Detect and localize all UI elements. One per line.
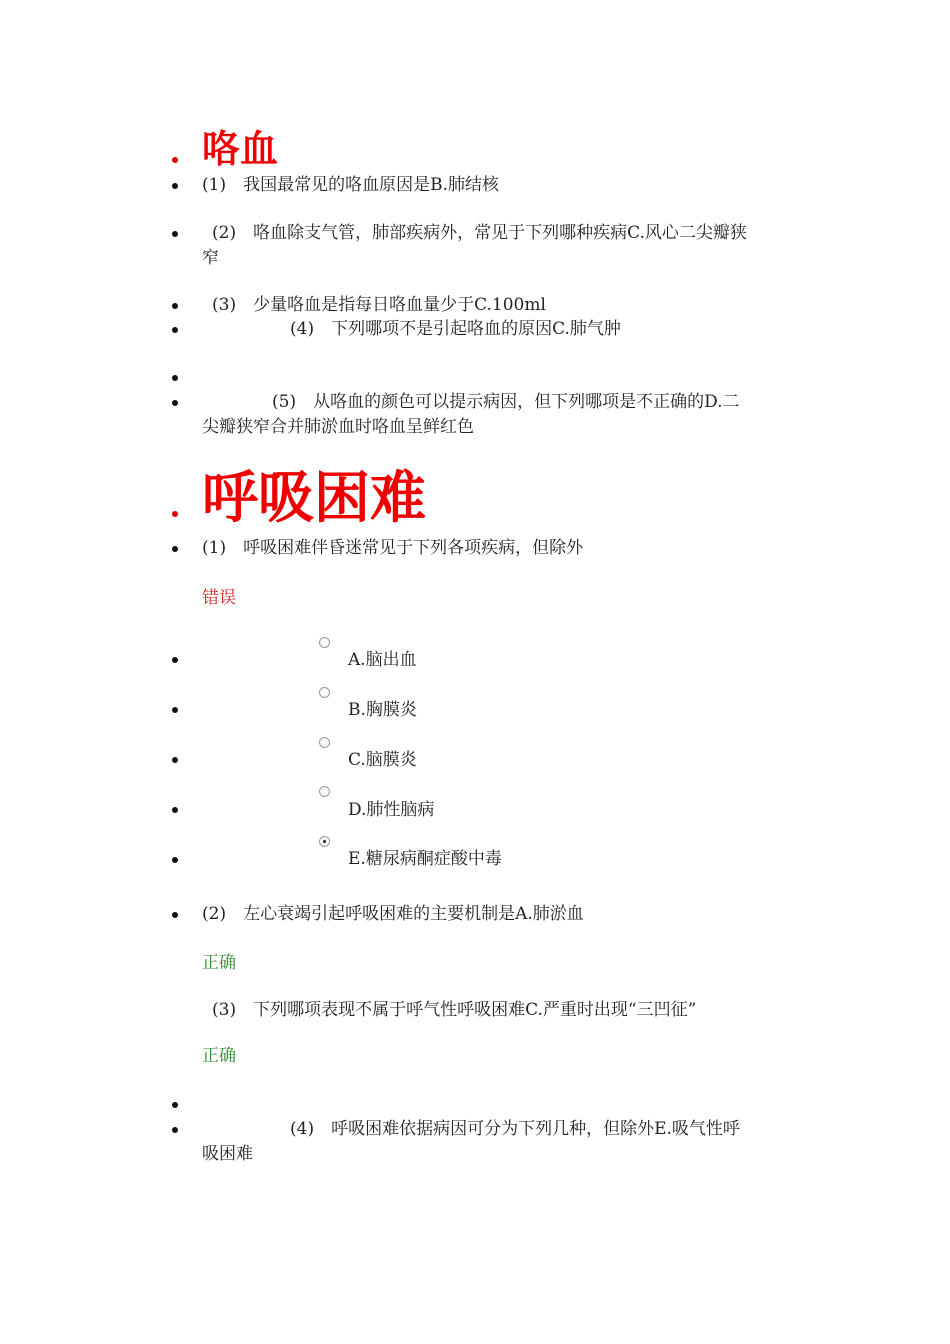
option-e-radio[interactable] (319, 836, 330, 847)
option-b-label: B.胸膜炎 (348, 700, 417, 720)
option-a-label: A.脑出血 (348, 650, 417, 670)
list-bullet-empty (172, 1102, 178, 1108)
list-bullet (172, 707, 178, 713)
question-2-line-2: 窄 (202, 248, 219, 268)
list-bullet (172, 303, 178, 309)
question-1: (1) 呼吸困难伴昏迷常见于下列各项疾病，但除外 (202, 538, 584, 558)
option-b-radio[interactable] (319, 687, 330, 698)
option-c-radio[interactable] (319, 737, 330, 748)
question-1: (1) 我国最常见的咯血原因是B.肺结核 (202, 175, 499, 195)
question-4-line-1: (4) 呼吸困难依据病因可分为下列几种，但除外E.吸气性呼 (290, 1119, 740, 1139)
question-5-line-2: 尖瓣狭窄合并肺淤血时咯血呈鲜红色 (202, 417, 474, 437)
answer-status-wrong: 错误 (202, 588, 236, 608)
option-d-label: D.肺性脑病 (348, 800, 435, 820)
list-bullet (172, 327, 178, 333)
list-bullet (172, 657, 178, 663)
question-2: (2) 左心衰竭引起呼吸困难的主要机制是A.肺淤血 (202, 904, 584, 924)
question-3: (3) 少量咯血是指每日咯血量少于C.100ml (212, 295, 546, 315)
question-2-line-1: (2) 咯血除支气管，肺部疾病外，常见于下列哪种疾病C.风心二尖瓣狭 (212, 223, 747, 243)
list-bullet (172, 857, 178, 863)
list-bullet (172, 757, 178, 763)
question-5-line-1: (5) 从咯血的颜色可以提示病因，但下列哪项是不正确的D.二 (272, 392, 740, 412)
option-e-label: E.糖尿病酮症酸中毒 (348, 849, 502, 869)
option-a-radio[interactable] (319, 637, 330, 648)
question-3: (3) 下列哪项表现不属于呼气性呼吸困难C.严重时出现“三凹征” (212, 1000, 697, 1020)
answer-status-correct: 正确 (202, 1046, 236, 1066)
list-bullet-empty (172, 375, 178, 381)
answer-status-correct: 正确 (202, 953, 236, 973)
list-bullet (172, 912, 178, 918)
list-bullet (172, 400, 178, 406)
list-bullet (172, 231, 178, 237)
option-d-radio[interactable] (319, 786, 330, 797)
list-bullet (172, 1127, 178, 1133)
section-title-dyspnea: 呼吸困难 (202, 466, 426, 531)
section-title-hemoptysis: 咯血 (202, 127, 279, 171)
question-4-line-2: 吸困难 (202, 1144, 253, 1164)
list-bullet (172, 807, 178, 813)
question-4: (4) 下列哪项不是引起咯血的原因C.肺气肿 (290, 319, 621, 339)
heading-bullet (172, 157, 178, 163)
list-bullet (172, 546, 178, 552)
heading-bullet (172, 511, 178, 517)
list-bullet (172, 183, 178, 189)
option-c-label: C.脑膜炎 (348, 750, 417, 770)
